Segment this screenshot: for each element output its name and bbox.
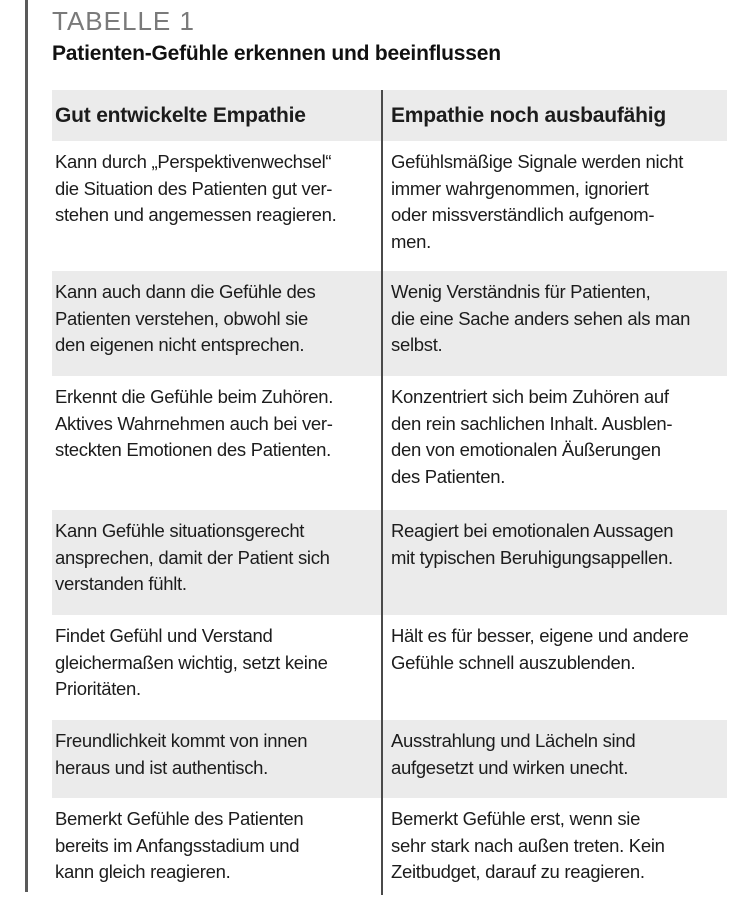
left-margin-rule [25,0,28,892]
table-row [52,141,727,271]
table-row [52,720,727,798]
cell-weak-empathy: Bemerkt Gefühle erst, wenn sie sehr stark nach außen treten. Kein Zeitbudget, darauf zu reagieren. [391,808,665,882]
cell-weak-empathy: Gefühlsmäßige Signale werden nicht immer wahrgenommen, ignoriert oder missverständlich aufgenom- men. [391,151,684,252]
cell-good-empathy: Findet Gefühl und Verstand gleichermaßen wichtig, setzt keine Prioritäten. [55,625,328,699]
cell-weak-empathy: Hält es für besser, eigene und andere Gefühle schnell auszublenden. [391,625,689,673]
cell-good-empathy: Kann auch dann die Gefühle des Patienten verstehen, obwohl sie den eigenen nicht entsprechen. [55,281,316,355]
table-kicker: TABELLE 1 [52,6,195,36]
empathy-table [52,90,727,895]
table-header-row [52,90,727,141]
table-title: Patienten-Gefühle erkennen und beeinflussen [52,42,501,65]
table-row [52,615,727,720]
table-row [52,798,727,895]
table-row [52,376,727,510]
cell-weak-empathy: Reagiert bei emotionalen Aussagen mit typischen Beruhigungsappellen. [391,520,674,568]
cell-good-empathy: Kann durch „Perspektivenwechsel“ die Situation des Patienten gut ver- stehen und angemessen reagieren. [55,151,337,225]
header-right: Empathie noch ausbaufähig [391,104,667,127]
cell-weak-empathy: Wenig Verständnis für Patienten, die eine Sache anders sehen als man selbst. [391,281,691,355]
cell-weak-empathy: Konzentriert sich beim Zuhören auf den rein sachlichen Inhalt. Ausblen- den von emotionalen Äußerungen des Patienten. [391,386,673,487]
cell-weak-empathy: Ausstrahlung und Lächeln sind aufgesetzt und wirken unecht. [391,730,636,778]
cell-good-empathy: Freundlichkeit kommt von innen heraus und ist authentisch. [55,730,308,778]
header-left: Gut entwickelte Empathie [55,104,306,127]
cell-good-empathy: Kann Gefühle situationsgerecht ansprechen, damit der Patient sich verstanden fühlt. [55,520,330,594]
table-row [52,271,727,376]
column-divider [381,90,383,895]
cell-good-empathy: Bemerkt Gefühle des Patienten bereits im Anfangsstadium und kann gleich reagieren. [55,808,304,882]
cell-good-empathy: Erkennt die Gefühle beim Zuhören. Aktives Wahrnehmen auch bei ver- steckten Emotionen des Patienten. [55,386,334,460]
table-row [52,510,727,615]
